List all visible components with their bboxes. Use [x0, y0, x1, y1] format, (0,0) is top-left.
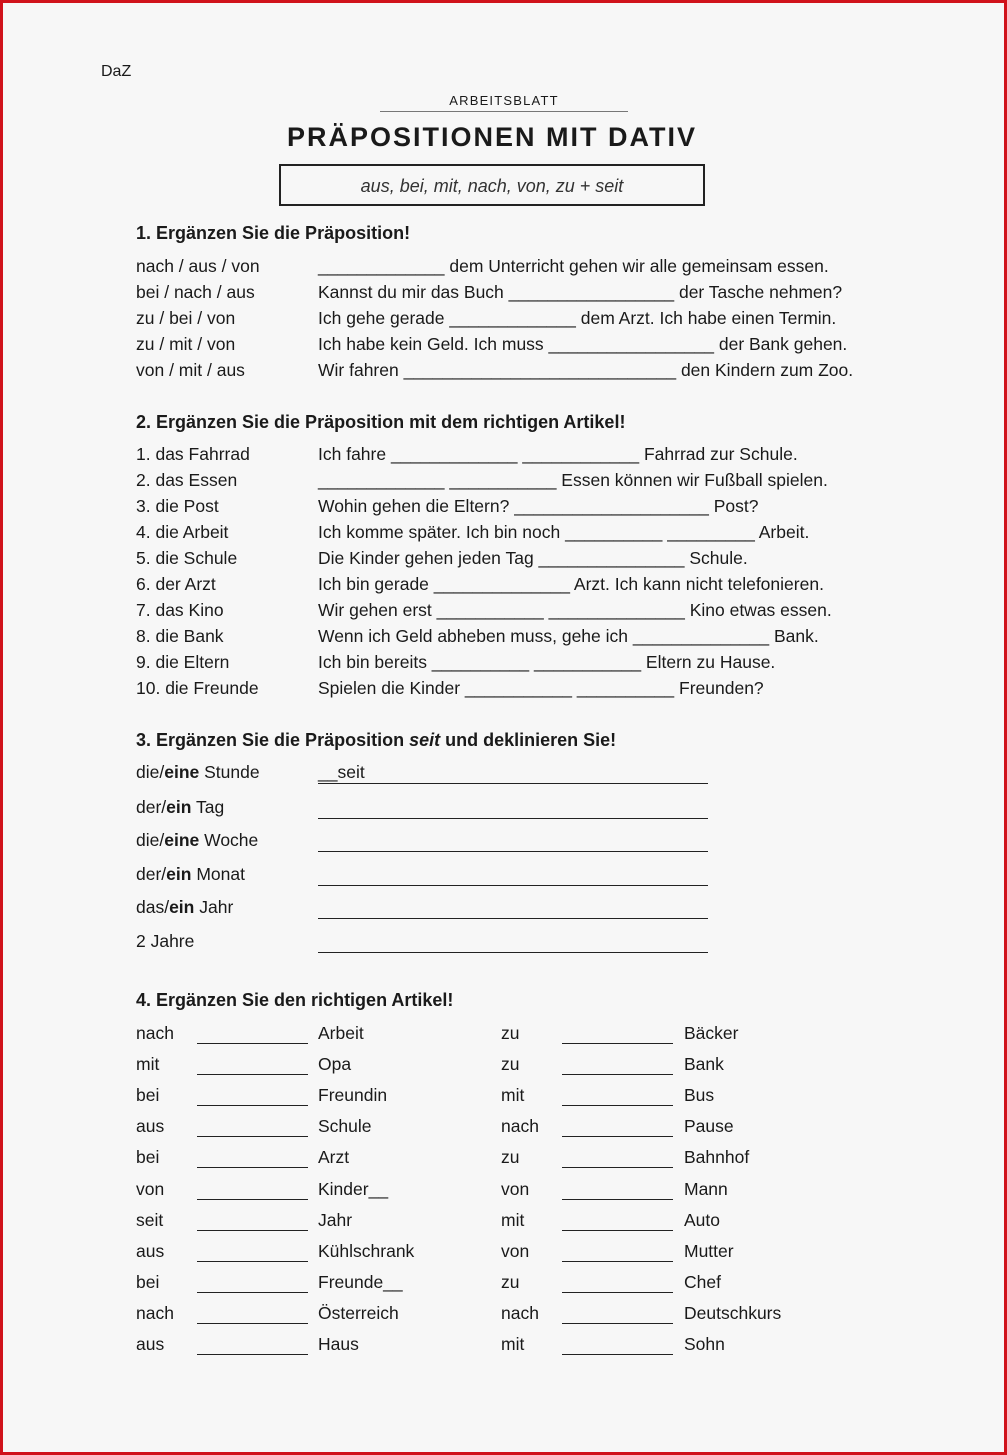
answer-line[interactable]: [318, 931, 708, 958]
gap-sentence: Wir gehen erst ___________ ______________ Kino etwas essen.: [318, 600, 832, 620]
exercise2-row: [0, 522, 1007, 548]
article-exercise-row: [0, 1054, 1007, 1082]
preposition-label: nach: [136, 1303, 174, 1323]
noun-label: Chef: [684, 1272, 721, 1292]
preposition-label: nach: [501, 1116, 539, 1136]
answer-blank[interactable]: [562, 1292, 673, 1293]
article-exercise-row: [0, 1210, 1007, 1238]
article-prefix: der/: [136, 864, 167, 884]
declension-row: [0, 897, 1007, 931]
exercise1-row: [0, 256, 1007, 282]
preposition-label: aus: [136, 1241, 165, 1261]
noun-label: Jahr: [318, 1210, 353, 1230]
answer-line[interactable]: [318, 762, 708, 784]
answer-line-fill[interactable]: [318, 931, 708, 953]
noun-with-article: 1. das Fahrrad: [136, 444, 250, 464]
answer-line-fill[interactable]: [318, 797, 708, 819]
answer-blank[interactable]: [562, 1167, 673, 1168]
article-exercise-row: [0, 1241, 1007, 1269]
answer-line-fill[interactable]: __seit: [318, 762, 708, 784]
noun-with-article: 6. der Arzt: [136, 574, 216, 594]
answer-line[interactable]: [318, 797, 708, 824]
article-bold: ein: [166, 797, 192, 817]
noun-label: Mutter: [684, 1241, 734, 1261]
article-exercise-row: [0, 1303, 1007, 1331]
gap-sentence: Kannst du mir das Buch _________________ der Tasche nehmen?: [318, 282, 843, 302]
exercise2-row: [0, 548, 1007, 574]
answer-line-fill[interactable]: [318, 897, 708, 919]
preposition-label: nach: [136, 1023, 174, 1043]
declension-row: [0, 797, 1007, 831]
article-bold: ein: [169, 897, 195, 917]
preposition-label: zu: [501, 1054, 520, 1074]
article-exercise-row: [0, 1147, 1007, 1175]
answer-line[interactable]: [318, 897, 708, 924]
exercise1-row: [0, 360, 1007, 386]
noun-label: Monat: [191, 864, 245, 884]
subtitle-box: aus, bei, mit, nach, von, zu + seit: [279, 164, 705, 206]
subject-tag: DaZ: [101, 63, 132, 80]
page-title: PRÄPOSITIONEN MIT DATIV: [286, 122, 697, 152]
exercise2-row: [0, 600, 1007, 626]
answer-blank[interactable]: [562, 1354, 673, 1355]
noun-label: Pause: [684, 1116, 734, 1136]
exercise1-row: [0, 282, 1007, 308]
noun-with-article: 8. die Bank: [136, 626, 224, 646]
article-exercise-row: [0, 1272, 1007, 1300]
preposition-label: bei: [136, 1085, 160, 1105]
noun-with-article: 10. die Freunde: [136, 678, 259, 698]
preposition-options: bei / nach / aus: [136, 282, 255, 302]
noun-label: Bahnhof: [684, 1147, 750, 1167]
preposition-label: aus: [136, 1334, 165, 1354]
answer-blank[interactable]: [562, 1105, 673, 1106]
noun-label: Bank: [684, 1054, 724, 1074]
declension-label: [136, 864, 245, 885]
noun-label: Auto: [684, 1210, 720, 1230]
gap-sentence: Wohin gehen die Eltern? ____________________ Post?: [318, 496, 759, 516]
article-exercise-row: [0, 1179, 1007, 1207]
preposition-options: von / mit / aus: [136, 360, 245, 380]
answer-blank[interactable]: [562, 1199, 673, 1200]
gap-sentence: _____________ ___________ Essen können wir Fußball spielen.: [318, 470, 828, 490]
preposition-label: bei: [136, 1147, 160, 1167]
preposition-label: zu: [501, 1272, 520, 1292]
answer-line-fill[interactable]: [318, 830, 708, 852]
preposition-label: mit: [501, 1210, 525, 1230]
noun-label: Arbeit: [318, 1023, 364, 1043]
exercise1-row: [0, 308, 1007, 334]
exercise2-row: [0, 574, 1007, 600]
noun-label: Stunde: [199, 762, 260, 782]
noun-label: Bäcker: [684, 1023, 739, 1043]
noun-with-article: 2. das Essen: [136, 470, 238, 490]
noun-label: Tag: [191, 797, 225, 817]
answer-line[interactable]: [318, 864, 708, 891]
article-exercise-row: [0, 1116, 1007, 1144]
preposition-label: mit: [501, 1085, 525, 1105]
declension-label: [136, 830, 258, 851]
declension-row: [0, 931, 1007, 965]
preposition-label: nach: [501, 1303, 539, 1323]
preposition-label: mit: [501, 1334, 525, 1354]
preposition-label: von: [136, 1179, 165, 1199]
section3-heading: [136, 730, 616, 751]
gap-sentence: Ich fahre _____________ ____________ Fahrrad zur Schule.: [318, 444, 798, 464]
article-bold: eine: [164, 762, 200, 782]
noun-label: 2 Jahre: [136, 931, 195, 951]
noun-label: Opa: [318, 1054, 352, 1074]
preposition-options: zu / mit / von: [136, 334, 236, 354]
answer-blank[interactable]: [562, 1230, 673, 1231]
article-exercise-row: [0, 1085, 1007, 1113]
noun-label: Bus: [684, 1085, 715, 1105]
article-bold: ein: [166, 864, 192, 884]
exercise2-row: [0, 496, 1007, 522]
article-prefix: die/: [136, 762, 165, 782]
section3-heading-em: seit: [409, 730, 441, 750]
gap-sentence: Ich bin bereits __________ ___________ Eltern zu Hause.: [318, 652, 776, 672]
answer-blank[interactable]: [562, 1043, 673, 1044]
noun-label: Arzt: [318, 1147, 350, 1167]
gap-sentence: Spielen die Kinder ___________ __________ Freunden?: [318, 678, 764, 698]
section1-heading: 1. Ergänzen Sie die Präposition!: [136, 223, 411, 243]
exercise1-row: [0, 334, 1007, 360]
exercise2-row: [0, 626, 1007, 652]
noun-label: Deutschkurs: [684, 1303, 782, 1323]
noun-label: Schule: [318, 1116, 372, 1136]
declension-label: [136, 897, 233, 918]
noun-with-article: 7. das Kino: [136, 600, 224, 620]
noun-label: Freundin: [318, 1085, 388, 1105]
noun-label: Österreich: [318, 1303, 399, 1323]
declension-label: [136, 797, 224, 818]
preposition-label: bei: [136, 1272, 160, 1292]
gap-sentence: Wenn ich Geld abheben muss, gehe ich ______________ Bank.: [318, 626, 819, 646]
gap-sentence: _____________ dem Unterricht gehen wir alle gemeinsam essen.: [318, 256, 829, 276]
noun-with-article: 9. die Eltern: [136, 652, 230, 672]
gap-sentence: Die Kinder gehen jeden Tag _______________ Schule.: [318, 548, 748, 568]
preposition-options: zu / bei / von: [136, 308, 236, 328]
gap-sentence: Wir fahren ____________________________ den Kindern zum Zoo.: [318, 360, 854, 380]
noun-label: Jahr: [194, 897, 234, 917]
article-prefix: die/: [136, 830, 165, 850]
preposition-label: zu: [501, 1147, 520, 1167]
exercise2-row: [0, 470, 1007, 496]
article-bold: eine: [164, 830, 200, 850]
noun-with-article: 3. die Post: [136, 496, 219, 516]
exercise2-row: [0, 444, 1007, 470]
noun-label: Haus: [318, 1334, 359, 1354]
sheet-label: ARBEITSBLATT: [380, 93, 628, 112]
noun-label: Kühlschrank: [318, 1241, 415, 1261]
declension-row: [0, 830, 1007, 864]
answer-blank[interactable]: [562, 1323, 673, 1324]
noun-label: Woche: [199, 830, 259, 850]
noun-label: Sohn: [684, 1334, 725, 1354]
noun-label: Kinder__: [318, 1179, 389, 1199]
exercise2-row: [0, 652, 1007, 678]
declension-label: [136, 931, 194, 952]
article-prefix: der/: [136, 797, 167, 817]
answer-line-fill[interactable]: [318, 864, 708, 886]
noun-label: Mann: [684, 1179, 728, 1199]
preposition-label: zu: [501, 1023, 520, 1043]
preposition-label: seit: [136, 1210, 164, 1230]
declension-label: [136, 762, 260, 783]
gap-sentence: Ich habe kein Geld. Ich muss _________________ der Bank gehen.: [318, 334, 848, 354]
section3-heading-post: und deklinieren Sie!: [440, 730, 617, 750]
noun-with-article: 5. die Schule: [136, 548, 238, 568]
preposition-options: nach / aus / von: [136, 256, 260, 276]
declension-row: [0, 762, 1007, 796]
declension-row: [0, 864, 1007, 898]
gap-sentence: Ich bin gerade ______________ Arzt. Ich kann nicht telefonieren.: [318, 574, 824, 594]
answer-blank[interactable]: [562, 1261, 673, 1262]
preposition-label: von: [501, 1241, 530, 1261]
noun-with-article: 4. die Arbeit: [136, 522, 229, 542]
noun-label: Freunde__: [318, 1272, 403, 1292]
gap-sentence: Ich gehe gerade _____________ dem Arzt. Ich habe einen Termin.: [318, 308, 837, 328]
answer-blank[interactable]: [562, 1074, 673, 1075]
preposition-label: aus: [136, 1116, 165, 1136]
answer-blank[interactable]: [562, 1136, 673, 1137]
article-exercise-row: [0, 1334, 1007, 1362]
section4-heading: 4. Ergänzen Sie den richtigen Artikel!: [136, 990, 454, 1010]
article-prefix: das/: [136, 897, 170, 917]
answer-line[interactable]: [318, 830, 708, 857]
article-exercise-row: [0, 1023, 1007, 1051]
gap-sentence: Ich komme später. Ich bin noch __________ _________ Arbeit.: [318, 522, 810, 542]
preposition-label: mit: [136, 1054, 160, 1074]
section2-heading: 2. Ergänzen Sie die Präposition mit dem richtigen Artikel!: [136, 412, 626, 432]
preposition-label: von: [501, 1179, 530, 1199]
exercise2-row: [0, 678, 1007, 704]
section3-heading-pre: 3. Ergänzen Sie die Präposition: [136, 730, 410, 750]
